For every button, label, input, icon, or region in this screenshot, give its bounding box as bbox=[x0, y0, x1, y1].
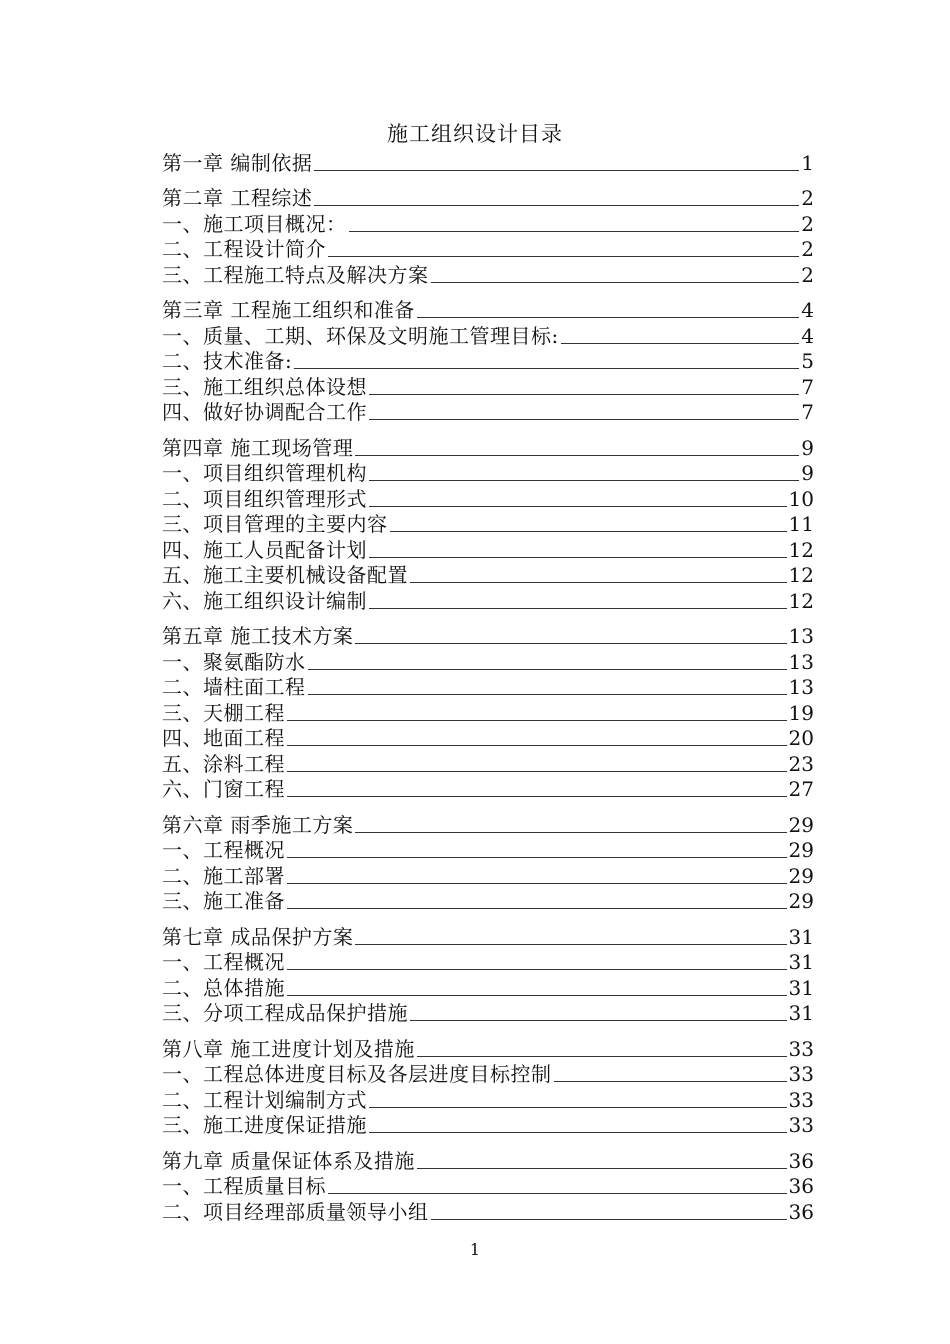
toc-section-entry[interactable] bbox=[162, 649, 814, 675]
leader-line bbox=[369, 506, 787, 507]
toc-section-entry-page-number: 12 bbox=[788, 563, 814, 587]
toc-section-entry-label: 二、总体措施 bbox=[162, 975, 285, 1000]
toc-section-entry-label: 二、施工部署 bbox=[162, 863, 285, 888]
toc-section-entry-page-number: 4 bbox=[801, 323, 814, 348]
toc-section-entry-page-number: 2 bbox=[801, 211, 814, 236]
toc-section-entry-page-number: 7 bbox=[801, 374, 814, 399]
toc-section-entry[interactable] bbox=[162, 486, 814, 512]
leader-line bbox=[308, 669, 787, 670]
leader-line bbox=[554, 1081, 787, 1082]
toc-section-entry[interactable] bbox=[162, 563, 814, 589]
toc-section-entry[interactable] bbox=[162, 975, 814, 1001]
toc-section-entry-label: 一、工程总体进度目标及各层进度目标控制 bbox=[162, 1062, 552, 1086]
toc-section-entry-label: 三、项目管理的主要内容 bbox=[162, 512, 388, 536]
toc-section-entry-page-number: 9 bbox=[801, 461, 814, 485]
toc-section-entry-page-number: 13 bbox=[788, 649, 814, 674]
toc-section-entry-label: 一、项目组织管理机构 bbox=[162, 461, 367, 485]
toc-chapter bbox=[162, 812, 814, 914]
toc-section-entry-label: 一、工程质量目标 bbox=[162, 1174, 326, 1198]
toc-chapter-entry-label: 第七章 成品保护方案 bbox=[162, 924, 354, 949]
toc-section-entry-page-number: 19 bbox=[788, 700, 814, 725]
toc-chapter bbox=[162, 186, 814, 288]
toc-section-entry-page-number: 12 bbox=[788, 537, 814, 562]
toc-section-entry[interactable] bbox=[162, 1001, 814, 1027]
toc-chapter-entry[interactable] bbox=[162, 1036, 814, 1062]
leader-line bbox=[287, 995, 787, 996]
toc-section-entry[interactable] bbox=[162, 323, 814, 349]
toc-chapter-entry-page-number: 4 bbox=[801, 298, 814, 322]
toc-section-entry[interactable] bbox=[162, 349, 814, 375]
toc-chapter bbox=[162, 435, 814, 614]
leader-line bbox=[417, 1056, 787, 1057]
toc-section-entry[interactable] bbox=[162, 1199, 814, 1225]
leader-line bbox=[369, 557, 787, 558]
toc-section-entry-label: 二、技术准备: bbox=[162, 349, 293, 373]
toc-section-entry[interactable] bbox=[162, 675, 814, 701]
toc-section-entry-page-number: 2 bbox=[801, 237, 814, 261]
toc-section-entry[interactable] bbox=[162, 889, 814, 915]
toc-section-entry-label: 一、工程概况 bbox=[162, 950, 285, 974]
leader-line bbox=[410, 582, 787, 583]
toc-chapter-entry-label: 第四章 施工现场管理 bbox=[162, 435, 354, 460]
toc-chapter-entry[interactable] bbox=[162, 150, 814, 176]
toc-section-entry-label: 三、分项工程成品保护措施 bbox=[162, 1001, 408, 1025]
toc-section-entry-page-number: 5 bbox=[801, 349, 814, 373]
toc-section-entry[interactable] bbox=[162, 751, 814, 777]
toc-section-entry[interactable] bbox=[162, 588, 814, 614]
toc-chapter bbox=[162, 298, 814, 426]
leader-line bbox=[287, 857, 787, 858]
leader-line bbox=[369, 1132, 787, 1133]
toc-section-entry-page-number: 13 bbox=[788, 675, 814, 699]
leader-line bbox=[417, 1168, 787, 1169]
toc-section-entry-page-number: 27 bbox=[788, 777, 814, 801]
leader-line bbox=[314, 205, 799, 206]
toc-chapter-entry-label: 第五章 施工技术方案 bbox=[162, 624, 354, 648]
table-of-contents bbox=[162, 150, 814, 1235]
toc-section-entry[interactable] bbox=[162, 1087, 814, 1113]
leader-line bbox=[294, 368, 799, 369]
toc-section-entry[interactable] bbox=[162, 537, 814, 563]
toc-chapter-entry-page-number: 31 bbox=[788, 924, 814, 949]
toc-section-entry-page-number: 29 bbox=[788, 863, 814, 888]
toc-section-entry[interactable] bbox=[162, 461, 814, 487]
toc-section-entry-label: 二、项目经理部质量领导小组 bbox=[162, 1199, 429, 1224]
toc-chapter-entry-label: 第一章 编制依据 bbox=[162, 150, 313, 175]
toc-section-entry[interactable] bbox=[162, 1062, 814, 1088]
toc-chapter-entry-label: 第三章 工程施工组织和准备 bbox=[162, 298, 415, 322]
toc-section-entry[interactable] bbox=[162, 400, 814, 426]
leader-line bbox=[287, 883, 787, 884]
toc-section-entry-page-number: 36 bbox=[788, 1199, 814, 1224]
toc-chapter-entry[interactable] bbox=[162, 186, 814, 212]
toc-section-entry[interactable] bbox=[162, 700, 814, 726]
toc-section-entry[interactable] bbox=[162, 726, 814, 752]
toc-chapter bbox=[162, 1148, 814, 1225]
leader-line bbox=[369, 608, 787, 609]
toc-chapter-entry[interactable] bbox=[162, 1148, 814, 1174]
toc-chapter-entry-label: 第九章 质量保证体系及措施 bbox=[162, 1148, 415, 1173]
leader-line bbox=[431, 1219, 787, 1220]
toc-section-entry-label: 一、质量、工期、环保及文明施工管理目标: bbox=[162, 323, 559, 348]
toc-section-entry-page-number: 33 bbox=[788, 1062, 814, 1086]
page-number: 1 bbox=[469, 1240, 481, 1259]
leader-line bbox=[369, 419, 799, 420]
leader-line bbox=[328, 256, 799, 257]
toc-section-entry-label: 三、工程施工特点及解决方案 bbox=[162, 262, 429, 287]
leader-line bbox=[287, 796, 787, 797]
toc-section-entry-label: 六、施工组织设计编制 bbox=[162, 588, 367, 613]
toc-chapter-entry[interactable] bbox=[162, 435, 814, 461]
toc-section-entry-label: 二、墙柱面工程 bbox=[162, 675, 306, 699]
document-title: 施工组织设计目录 bbox=[387, 122, 563, 146]
leader-line bbox=[369, 480, 799, 481]
toc-section-entry-label: 六、门窗工程 bbox=[162, 777, 285, 801]
toc-section-entry-label: 三、施工进度保证措施 bbox=[162, 1113, 367, 1137]
toc-section-entry[interactable] bbox=[162, 838, 814, 864]
leader-line bbox=[431, 282, 800, 283]
leader-line bbox=[287, 745, 787, 746]
leader-line bbox=[410, 1020, 787, 1021]
leader-line bbox=[355, 944, 786, 945]
toc-section-entry-page-number: 36 bbox=[788, 1174, 814, 1198]
leader-line bbox=[369, 1107, 787, 1108]
toc-chapter-entry-page-number: 13 bbox=[788, 624, 814, 648]
toc-section-entry-page-number: 31 bbox=[788, 1001, 814, 1025]
leader-line bbox=[561, 343, 800, 344]
toc-chapter-entry-page-number: 1 bbox=[801, 150, 814, 175]
toc-chapter-entry-page-number: 29 bbox=[788, 812, 814, 837]
toc-section-entry[interactable] bbox=[162, 777, 814, 803]
leader-line bbox=[390, 531, 787, 532]
toc-chapter-entry[interactable] bbox=[162, 298, 814, 324]
toc-chapter-entry[interactable] bbox=[162, 924, 814, 950]
leader-line bbox=[287, 720, 787, 721]
leader-line bbox=[308, 694, 787, 695]
toc-chapter bbox=[162, 624, 814, 803]
toc-section-entry-label: 二、项目组织管理形式 bbox=[162, 486, 367, 511]
leader-line bbox=[287, 771, 787, 772]
toc-section-entry[interactable] bbox=[162, 863, 814, 889]
toc-chapter-entry-label: 第六章 雨季施工方案 bbox=[162, 812, 354, 837]
toc-chapter bbox=[162, 1036, 814, 1138]
toc-chapter bbox=[162, 150, 814, 176]
toc-chapter-entry[interactable] bbox=[162, 812, 814, 838]
toc-section-entry-page-number: 7 bbox=[801, 400, 814, 424]
toc-section-entry-page-number: 10 bbox=[788, 486, 814, 511]
toc-section-entry[interactable] bbox=[162, 512, 814, 538]
toc-section-entry-label: 三、施工组织总体设想 bbox=[162, 374, 367, 399]
toc-section-entry-label: 四、做好协调配合工作 bbox=[162, 400, 367, 424]
toc-chapter-entry[interactable] bbox=[162, 624, 814, 650]
toc-section-entry-label: 四、地面工程 bbox=[162, 726, 285, 750]
toc-section-entry-label: 四、施工人员配备计划 bbox=[162, 537, 367, 562]
toc-section-entry-label: 五、涂料工程 bbox=[162, 751, 285, 776]
toc-chapter-entry-label: 第八章 施工进度计划及措施 bbox=[162, 1036, 415, 1061]
toc-section-entry-page-number: 31 bbox=[788, 950, 814, 974]
toc-section-entry-label: 三、天棚工程 bbox=[162, 700, 285, 725]
leader-line bbox=[287, 969, 787, 970]
toc-section-entry[interactable] bbox=[162, 237, 814, 263]
leader-line bbox=[349, 231, 800, 232]
toc-section-entry-page-number: 2 bbox=[801, 262, 814, 287]
toc-section-entry-page-number: 12 bbox=[788, 588, 814, 613]
toc-section-entry-page-number: 29 bbox=[788, 838, 814, 862]
toc-section-entry-page-number: 31 bbox=[788, 975, 814, 1000]
toc-chapter-entry-page-number: 2 bbox=[801, 186, 814, 210]
leader-line bbox=[369, 394, 799, 395]
toc-chapter-entry-page-number: 9 bbox=[801, 435, 814, 460]
toc-chapter bbox=[162, 924, 814, 1026]
toc-chapter-entry-label: 第二章 工程综述 bbox=[162, 186, 313, 210]
toc-section-entry-label: 五、施工主要机械设备配置 bbox=[162, 563, 408, 587]
toc-section-entry[interactable] bbox=[162, 211, 814, 237]
leader-line bbox=[355, 455, 799, 456]
toc-section-entry-page-number: 11 bbox=[788, 512, 814, 536]
leader-line bbox=[417, 317, 799, 318]
toc-section-entry-page-number: 20 bbox=[788, 726, 814, 750]
toc-section-entry-page-number: 23 bbox=[788, 751, 814, 776]
leader-line bbox=[314, 170, 799, 171]
toc-section-entry[interactable] bbox=[162, 262, 814, 288]
toc-section-entry-label: 一、聚氨酯防水 bbox=[162, 649, 306, 674]
toc-section-entry-label: 二、工程设计简介 bbox=[162, 237, 326, 261]
leader-line bbox=[355, 643, 786, 644]
toc-section-entry-label: 三、施工准备 bbox=[162, 889, 285, 913]
toc-section-entry[interactable] bbox=[162, 950, 814, 976]
toc-section-entry-label: 二、工程计划编制方式 bbox=[162, 1087, 367, 1112]
toc-chapter-entry-page-number: 36 bbox=[788, 1148, 814, 1173]
toc-section-entry[interactable] bbox=[162, 1113, 814, 1139]
toc-section-entry[interactable] bbox=[162, 1174, 814, 1200]
toc-section-entry-label: 一、工程概况 bbox=[162, 838, 285, 862]
toc-section-entry-page-number: 33 bbox=[788, 1087, 814, 1112]
toc-section-entry[interactable] bbox=[162, 374, 814, 400]
leader-line bbox=[355, 832, 786, 833]
toc-section-entry-page-number: 29 bbox=[788, 889, 814, 913]
leader-line bbox=[287, 908, 787, 909]
toc-chapter-entry-page-number: 33 bbox=[788, 1036, 814, 1061]
leader-line bbox=[328, 1193, 787, 1194]
toc-section-entry-label: 一、施工项目概况： bbox=[162, 211, 347, 236]
toc-section-entry-page-number: 33 bbox=[788, 1113, 814, 1137]
